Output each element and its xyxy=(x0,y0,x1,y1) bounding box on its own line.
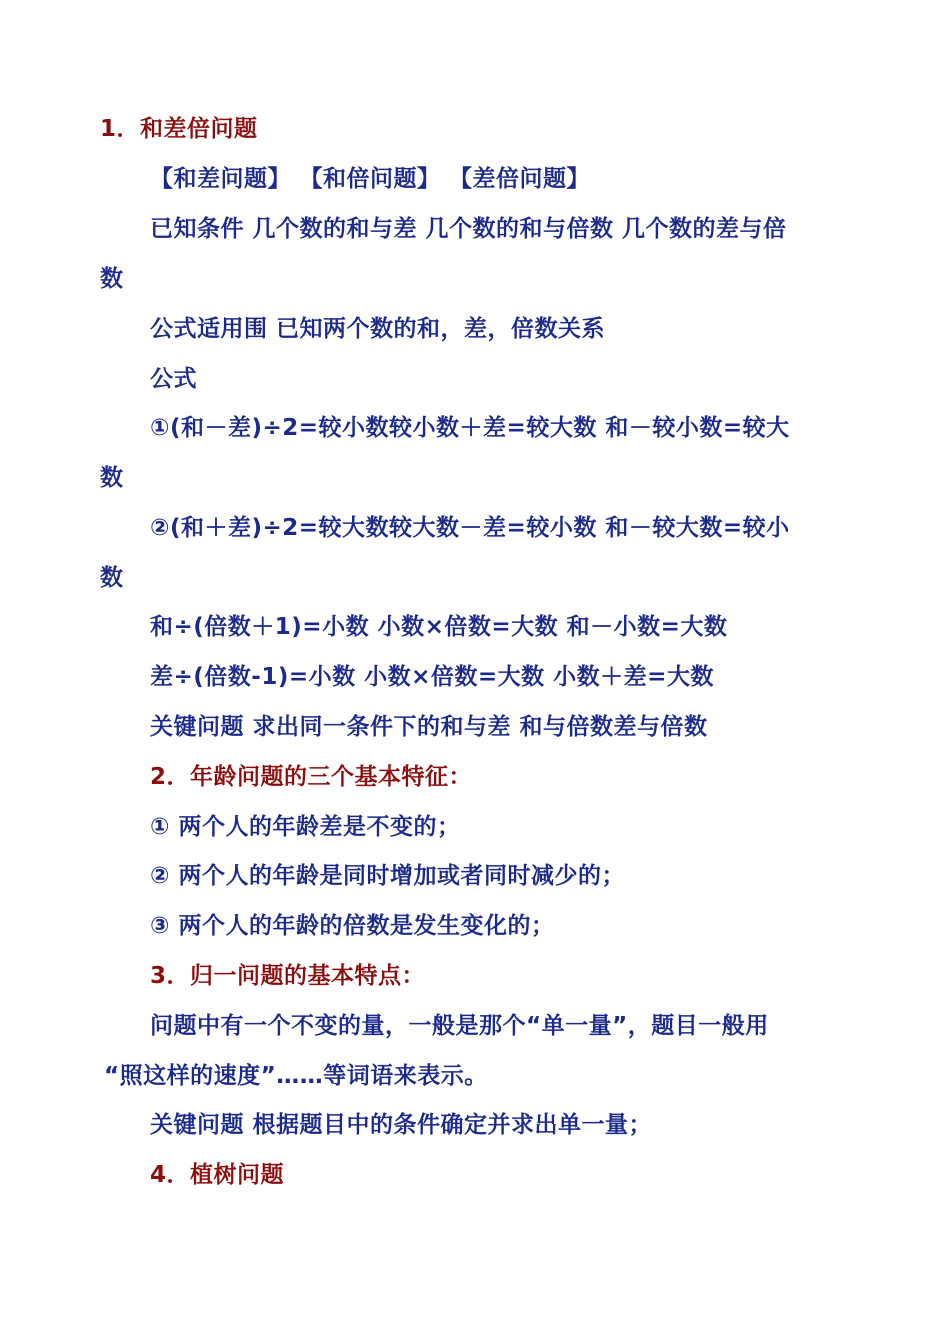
age-feature-2: ② 两个人的年龄是同时增加或者同时减少的； xyxy=(150,863,625,889)
section-4-title: 植树问题 xyxy=(190,1162,285,1188)
known-conditions-line: 已知条件 几个数的和与差 几个数的和与倍数 几个数的差与倍 xyxy=(150,216,787,242)
sum-multiple-formula-line: 和÷(倍数＋1)=小数 小数×倍数=大数 和－小数=大数 xyxy=(150,614,728,640)
age-feature-3: ③ 两个人的年龄的倍数是发生变化的； xyxy=(150,913,555,939)
section-1-number: 1． xyxy=(100,116,141,142)
section-2-heading xyxy=(150,762,472,792)
formula-label: 公式 xyxy=(150,366,197,392)
age-feature-1: ① 两个人的年龄差是不变的； xyxy=(150,814,461,840)
section-3-title: 归一问题的基本特点： xyxy=(190,963,426,989)
section-1-heading xyxy=(100,114,258,144)
formula-2-line-wrap: 数 xyxy=(100,565,124,591)
formula-1-line: ①(和－差)÷2=较小数较小数＋差=较大数 和－较小数=较大 xyxy=(150,415,790,441)
section-2-number: 2． xyxy=(150,764,191,790)
key-question-line-1: 关键问题 求出同一条件下的和与差 和与倍数差与倍数 xyxy=(150,714,708,740)
unit-problem-description-wrap: “照这样的速度”……等词语来表示。 xyxy=(104,1063,488,1089)
problem-types-line: 【和差问题】 【和倍问题】 【差倍问题】 xyxy=(150,166,591,192)
section-3-number: 3． xyxy=(150,963,191,989)
unit-problem-description: 问题中有一个不变的量，一般是那个“单一量”，题目一般用 xyxy=(150,1013,769,1039)
formula-1-line-wrap: 数 xyxy=(100,465,124,491)
section-1-title: 和差倍问题 xyxy=(140,116,258,142)
difference-multiple-formula-line: 差÷(倍数-1)=小数 小数×倍数=大数 小数＋差=大数 xyxy=(150,664,714,690)
formula-2-line: ②(和＋差)÷2=较大数较大数－差=较小数 和－较大数=较小 xyxy=(150,515,790,541)
section-4-number: 4． xyxy=(150,1162,191,1188)
section-4-heading xyxy=(150,1160,284,1190)
section-2-title: 年龄问题的三个基本特征： xyxy=(190,764,473,790)
section-3-heading xyxy=(150,961,425,991)
key-question-line-3: 关键问题 根据题目中的条件确定并求出单一量； xyxy=(150,1112,653,1138)
known-conditions-line-wrap: 数 xyxy=(100,266,124,292)
formula-scope-line: 公式适用围 已知两个数的和，差，倍数关系 xyxy=(150,316,606,342)
